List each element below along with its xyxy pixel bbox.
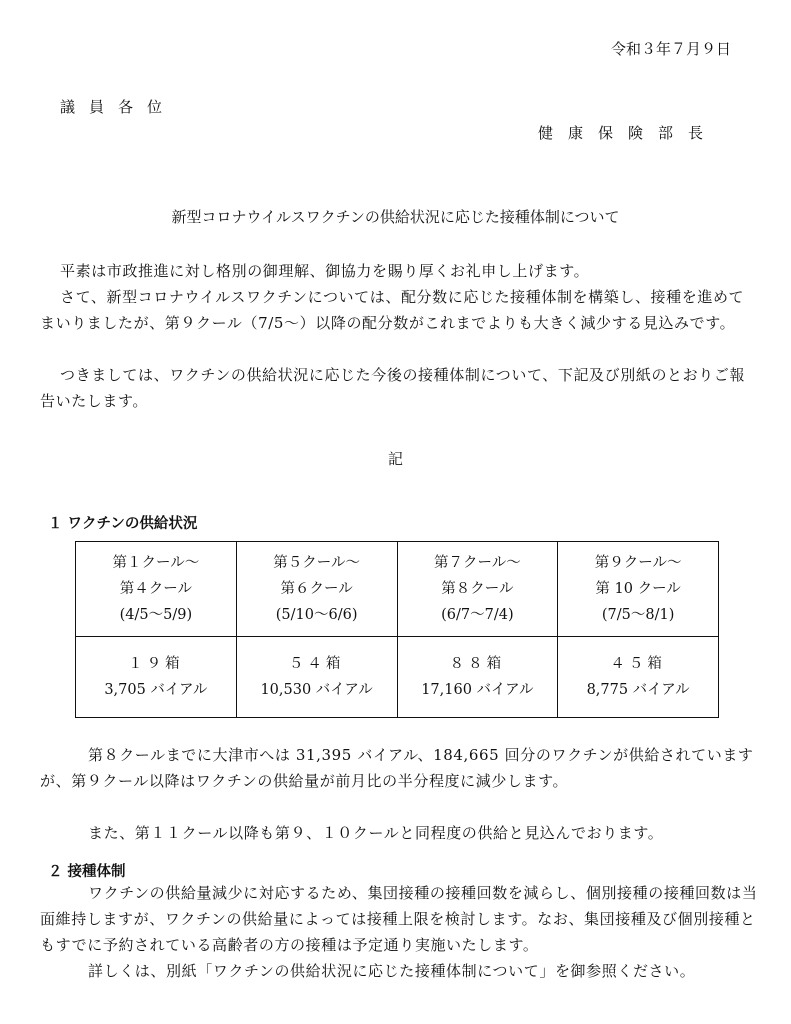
box-count: ４５箱: [610, 656, 666, 672]
box-count: １９箱: [128, 656, 184, 672]
period-dates: (7/5～8/1): [601, 607, 675, 623]
table-header-row: [76, 542, 719, 637]
vial-count: 3,705 バイアル: [104, 682, 208, 698]
period-start: 第９クール～: [594, 555, 682, 571]
section-2-paragraph-1: ワクチンの供給量減少に対応するため、集団接種の接種回数を減らし、個別接種の接種回数は当面維持しますが、ワクチンの供給量によっては接種上限を検討します。なお、集団接種及び個別接種ともすでに予約されている高齢者の方の接種は予定通り実施いたします。: [40, 884, 758, 954]
table-cell-quantity: [236, 637, 397, 718]
section-1-paragraph-2: また、第１１クール以降も第９、１０クールと同程度の供給と見込んでおります。: [88, 824, 664, 842]
section-1-paragraph-1: 第８クールまでに大津市へは 31,395 バイアル、184,665 回分のワクチンが供給されていますが、第９クール以降はワクチンの供給量が前月比の半分程度に減少します。: [40, 746, 754, 790]
ki-marker: 記: [387, 450, 403, 468]
period-end: 第 10 クール: [595, 581, 681, 597]
table-cell-quantity: [397, 637, 558, 718]
table-cell-period: [76, 542, 237, 637]
period-end: 第４クール: [119, 581, 192, 597]
intro-paragraph-2: さて、新型コロナウイルスワクチンについては、配分数に応じた接種体制を構築し、接種を進めてまいりましたが、第９クール（7/5～）以降の配分数がこれまでよりも大きく減少する見込みです。: [40, 288, 745, 332]
addressee: 議員各位: [60, 98, 177, 116]
table-cell-period: [236, 542, 397, 637]
box-count: ５４箱: [288, 656, 345, 672]
table-cell-period: [397, 542, 558, 637]
period-end: 第８クール: [441, 581, 514, 597]
section-2-paragraph-2: 詳しくは、別紙「ワクチンの供給状況に応じた接種体制について」を御参照ください。: [88, 962, 696, 980]
period-dates: (5/10～6/6): [275, 607, 358, 623]
period-end: 第６クール: [280, 581, 353, 597]
period-dates: (6/7～7/4): [441, 607, 514, 623]
period-start: 第１クール～: [112, 555, 200, 571]
section-2-heading: ２ 接種体制: [48, 864, 126, 880]
vial-count: 17,160 バイアル: [421, 682, 534, 698]
document-date: 令和３年７月９日: [610, 40, 731, 58]
period-start: 第５クール～: [273, 555, 360, 571]
sender: 健康保険部長: [538, 124, 719, 142]
section-1-heading: １ ワクチンの供給状況: [48, 516, 198, 532]
vial-count: 10,530 バイアル: [260, 682, 373, 698]
period-dates: (4/5～5/9): [119, 607, 193, 623]
supply-table: [75, 541, 719, 718]
document-title: 新型コロナウイルスワクチンの供給状況に応じた接種体制について: [171, 208, 620, 226]
table-value-row: [76, 637, 719, 718]
table-cell-period: [558, 542, 719, 637]
intro-paragraph-1: 平素は市政推進に対し格別の御理解、御協力を賜り厚くお礼申し上げます。: [60, 262, 590, 280]
intro-paragraph-3: つきましては、ワクチンの供給状況に応じた今後の接種体制について、下記及び別紙のとおりご報告いたします。: [40, 366, 746, 410]
table-cell-quantity: [76, 637, 237, 718]
box-count: ８８箱: [449, 656, 506, 672]
vial-count: 8,775 バイアル: [586, 682, 690, 698]
table-cell-quantity: [558, 637, 719, 718]
period-start: 第７クール～: [434, 555, 521, 571]
